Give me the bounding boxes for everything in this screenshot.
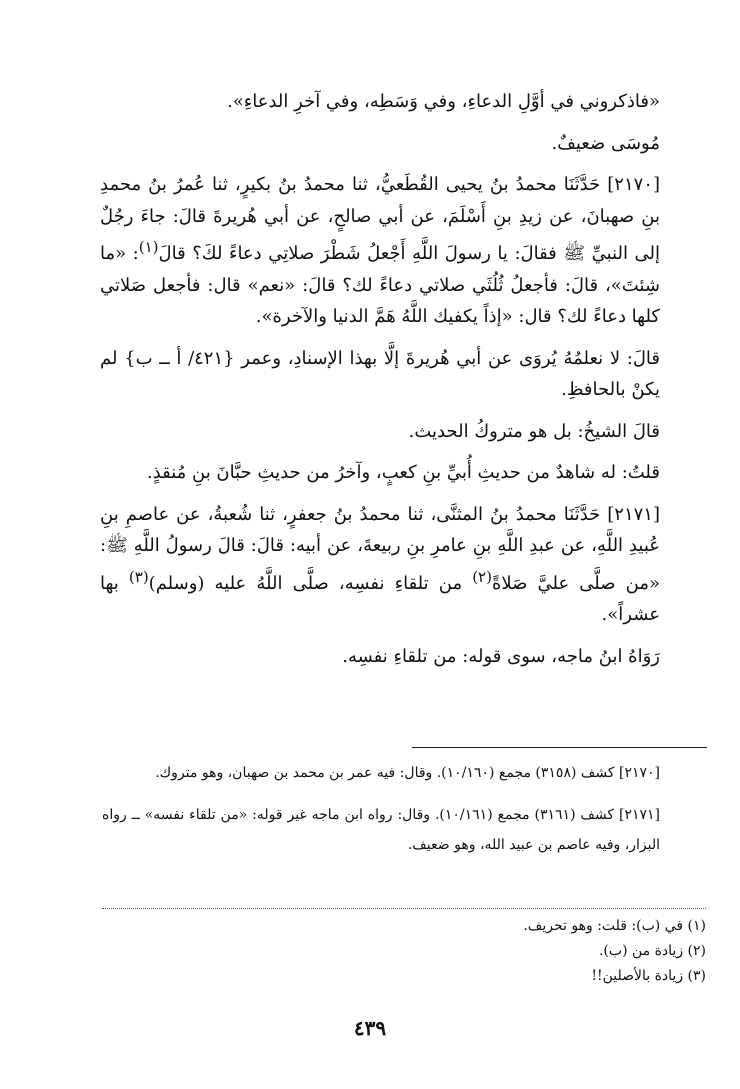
hadith-ending-line: «فاذكروني في أوَّلِ الدعاءِ، وفي وَسَطِه، وفي آخرِ الدعاءِ». [227,91,660,112]
page-number: ٤٣٩ [353,1016,387,1040]
footnote-divider [412,747,707,748]
takhrij-notes [102,758,660,860]
hadith-2171-part-c: بها عشراً». [100,572,660,625]
bazzar-comment-2170: قالَ: لا نعلمُهُ يُروَى عن أبي هُريرةَ إلَّا بهذا الإسنادِ، وعمر {٤٢١/ أ ــ ب} لم يكنْ بالحافظِ. [100,347,660,400]
apparatus-2: (٢) زيادة من (ب). [598,943,706,959]
footnote-ref-2: (٢) [472,567,492,586]
qultu-comment: قلتُ: له شاهدٌ من حديثِ أُبيِّ بنِ كعبٍ، وآخرُ من حديثِ حبَّانَ بنِ مُنقذٍ. [146,462,660,483]
ibn-majah-note: رَوَاهُ ابنُ ماجه، سوى قوله: من تلقاءِ نفسِه. [342,645,660,667]
shaykh-comment: قالَ الشيخُ: بل هو متروكُ الحديث. [408,420,660,442]
footnote-ref-1: (١) [138,238,159,256]
apparatus-divider [102,908,706,909]
hadith-2170-part-b: : «ما شِئتَ»، قالَ: فأجعلُ ثُلُثَي صلاتي دعاءً لك؟ قالَ: «نعم» قال: فأجعل صَلاتي كلها دعاءً لك؟ قال: «إذاً يكفيك اللَّهُ هَمَّ الدنيا والآخرة». [100,243,660,327]
hadith-2171-part-a: [٢١٧١] حَدَّثَنَا محمدُ بنُ المثنَّى، ثنا محمدُ بنُ جعفرٍ، ثنا شُعبةُ، عن عاصمِ بنِ عُبيدِ اللَّهِ، عن عبدِ اللَّهِ بنِ عامرِ بنِ ربيعةَ، عن أبيه: قالَ: قالَ رسولُ اللَّهِ ﷺ: «من صلَّى عليَّ صَلاةً [100,503,660,594]
apparatus-3: (٣) زيادة بالأصلين!! [591,968,706,984]
hadith-2171 [100,499,660,631]
hadith-2170 [100,169,660,333]
note-2171: [٢١٧١] كشف (٣١٦١) مجمع (١٠/١٦١). وقال: رواه ابن ماجه غير قوله: «من تلقاء نفسه» ــ رواه البزار، وفيه عاصم بن عبيد الله، وهو ضعيف. [102,807,660,853]
main-text [100,86,660,672]
grading-note: مُوسَى ضعيفٌ. [551,132,660,154]
hadith-2171-part-b: من تلقاءِ نفسِه، صلَّى اللَّهُ عليه (وسلم) [148,572,473,594]
hadith-2170-part-a: [٢١٧٠] حَدَّثَنَا محمدُ بنُ يحيى القُطَعيُّ، ثنا محمدُ بنُ بكيرٍ، ثنا عُمرُ بنُ محمدِ بنِ صهبانَ، عن زيدِ بنِ أَسْلَمَ، عن أبي صالحٍ، عن أبي هُريرةَ قالَ: جاءَ رجُلٌ إلى النبيِّ ﷺ فقالَ: يا رسولَ اللَّهِ أَجْعلُ شَطْرَ صلاتِي دعاءً لكَ؟ قالَ [100,174,660,264]
apparatus-1: (١) في (ب): قلت: وهو تحريف. [523,918,706,934]
footnote-ref-3: (٣) [128,567,149,586]
critical-apparatus [300,914,706,989]
note-2170: [٢١٧٠] كشف (٣١٥٨) مجمع (١٠/١٦٠). وقال: فيه عمر بن محمد بن صهبان، وهو متروك. [155,765,660,781]
